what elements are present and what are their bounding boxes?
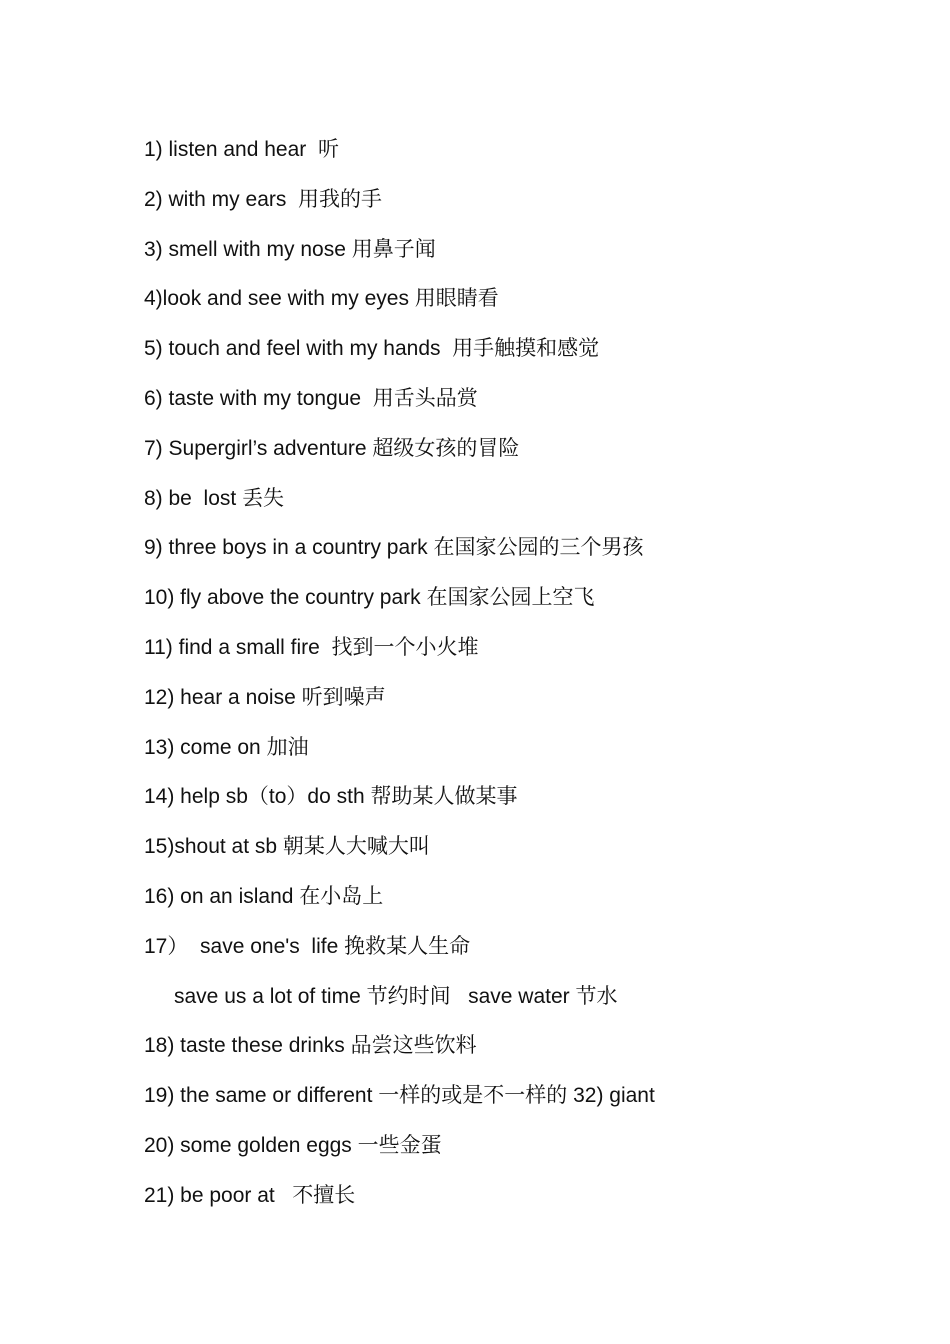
list-item [144, 831, 904, 881]
list-item [144, 781, 904, 831]
entry-english: 8) be lost [144, 486, 243, 510]
entry-english: 1) listen and hear [144, 138, 318, 161]
entry-chinese: 在小岛上 [299, 883, 384, 908]
list-item [144, 632, 904, 682]
entry-english: 15)shout at sb [144, 835, 283, 859]
entry-english: save us a lot of time [174, 984, 367, 1008]
entry-chinese: 超级女孩的冒险 [372, 435, 520, 460]
entry-chinese: 找到一个小火堆 [331, 634, 479, 659]
list-item [144, 931, 904, 981]
entry-english: 16) on an island [144, 884, 300, 908]
entry-chinese: 不擅长 [292, 1182, 356, 1207]
list-item [144, 1030, 904, 1080]
entry-chinese: 一些金蛋 [357, 1132, 442, 1157]
list-item [144, 333, 904, 383]
entry-english: 17） save one's life [144, 934, 345, 958]
entry-chinese: 一样的或是不一样的 [378, 1083, 568, 1108]
entry-english-secondary: 32) giant [567, 1084, 655, 1108]
list-item [144, 532, 904, 582]
entry-english: 2) with my ears [144, 187, 299, 211]
list-item [144, 682, 904, 732]
list-item [144, 433, 904, 483]
entry-chinese: 挽救某人生命 [344, 933, 471, 958]
list-item [144, 981, 904, 1031]
list-item [144, 184, 904, 234]
entry-chinese-secondary: 节水 [575, 983, 618, 1008]
list-item [144, 283, 904, 333]
entry-chinese: 用手触摸和感觉 [452, 336, 600, 361]
list-item [144, 1080, 904, 1130]
entry-english: 7) Supergirl’s adventure [144, 436, 373, 460]
entry-chinese: 用我的手 [298, 186, 383, 211]
entry-english: 5) touch and feel with my hands [144, 337, 453, 361]
list-item [144, 732, 904, 782]
entry-chinese: 听到噪声 [301, 684, 386, 709]
entry-chinese: 在国家公园上空飞 [426, 585, 595, 610]
entry-chinese: 用鼻子闻 [351, 236, 436, 261]
entry-english: 6) taste with my tongue [144, 386, 373, 410]
entry-english: 12) hear a noise [144, 685, 302, 709]
list-item [144, 1130, 904, 1180]
list-item [144, 234, 904, 284]
entry-chinese: 帮助某人做某事 [370, 784, 518, 809]
entry-chinese: 品尝这些饮料 [350, 1033, 477, 1058]
entry-english: 18) taste these drinks [144, 1034, 351, 1058]
list-item [144, 383, 904, 433]
entry-english: 4)look and see with my eyes [144, 287, 415, 311]
list-item [144, 134, 904, 184]
vocabulary-list [144, 134, 904, 1230]
entry-chinese: 加油 [266, 734, 309, 759]
entry-english: 19) the same or different [144, 1084, 379, 1108]
entry-english: 14) help sb（to）do sth [144, 785, 371, 809]
list-item [144, 1180, 904, 1230]
entry-chinese: 在国家公园的三个男孩 [433, 535, 644, 560]
entry-english-secondary: save water [450, 984, 576, 1008]
entry-english: 20) some golden eggs [144, 1133, 358, 1157]
entry-chinese: 丢失 [242, 485, 285, 510]
entry-english: 13) come on [144, 735, 267, 759]
entry-english: 10) fly above the country park [144, 586, 427, 610]
entry-english: 11) find a small fire [144, 635, 332, 659]
list-item [144, 582, 904, 632]
entry-chinese: 朝某人大喊大叫 [282, 834, 430, 859]
list-item [144, 483, 904, 533]
entry-chinese: 听 [317, 137, 339, 161]
entry-english: 21) be poor at [144, 1183, 293, 1207]
entry-chinese: 用舌头品赏 [372, 385, 478, 410]
entry-chinese: 节约时间 [366, 983, 451, 1008]
entry-chinese: 用眼睛看 [414, 286, 499, 311]
entry-english: 3) smell with my nose [144, 237, 352, 261]
list-item [144, 881, 904, 931]
entry-english: 9) three boys in a country park [144, 536, 434, 560]
